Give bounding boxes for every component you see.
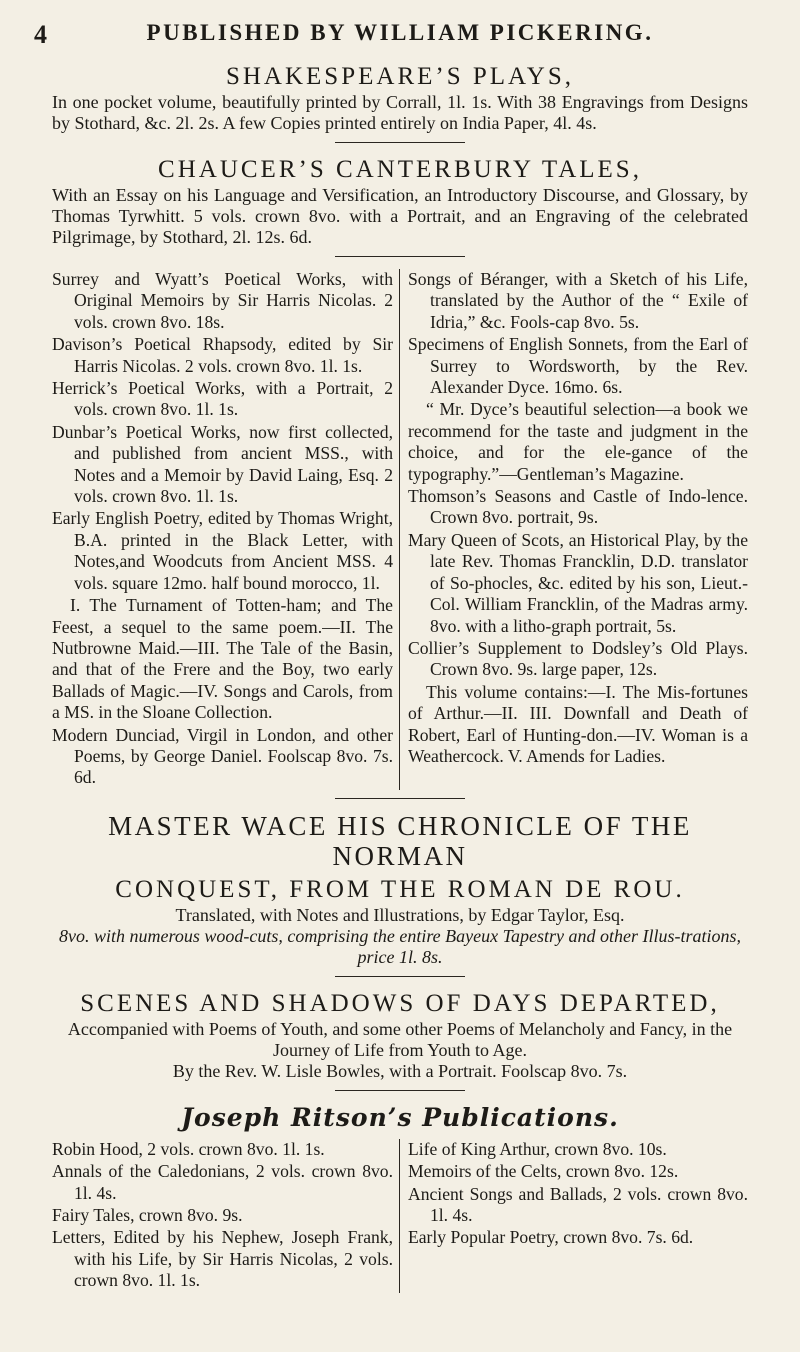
- wace-title-line-2: CONQUEST, FROM THE ROMAN DE ROU.: [115, 875, 685, 903]
- divider: [335, 976, 465, 977]
- list-item: Herrick’s Poetical Works, with a Portrait, 2 vols. crown 8vo. 1l. 1s.: [52, 378, 393, 420]
- scenes-author: By the Rev. W. Lisle Bowles, with a Portrait. Foolscap 8vo. 7s.: [172, 1060, 628, 1081]
- list-item: Specimens of English Sonnets, from the Earl of Surrey to Wordsworth, by the Rev. Alexander Dyce. 16mo. 6s.: [408, 334, 748, 398]
- chaucer-title: CHAUCER’S CANTERBURY TALES,: [158, 156, 642, 183]
- page-number: 4: [34, 20, 47, 49]
- list-item: Early Popular Poetry, crown 8vo. 7s. 6d.: [408, 1227, 694, 1248]
- list-item: Collier’s Supplement to Dodsley’s Old Plays. Crown 8vo. 9s. large paper, 12s.: [408, 637, 748, 680]
- ritson-listing: [52, 1139, 748, 1293]
- list-item: Dunbar’s Poetical Works, now first collected, and published from ancient MSS., with Notes and a Memoir by David Laing, Esq. 2 vols. crown 8vo. 1l. 1s.: [52, 421, 393, 507]
- list-item: Letters, Edited by his Nephew, Joseph Frank, with his Life, by Sir Harris Nicolas, 2 vols. crown 8vo. 1l. 1s.: [52, 1227, 393, 1291]
- list-item: Life of King Arthur, crown 8vo. 10s.: [408, 1138, 667, 1159]
- divider: [335, 142, 465, 143]
- wace-title-line-1: MASTER WACE HIS CHRONICLE OF THE NORMAN: [108, 810, 692, 871]
- right-column: [400, 1139, 748, 1293]
- scenes-title: SCENES AND SHADOWS OF DAYS DEPARTED,: [80, 989, 720, 1017]
- shakespeare-description: In one pocket volume, beautifully printed by Corrall, 1l. 1s. With 38 Engravings from Designs by Stothard, &c. 2l. 2s. A few Copies printed entirely on India Paper, 4l. 4s.: [52, 92, 748, 133]
- list-item: Thomson’s Seasons and Castle of Indo-lence. Crown 8vo. portrait, 9s.: [408, 486, 748, 528]
- ritson-title: Joseph Ritson’s Publications.: [181, 1102, 619, 1132]
- left-column: [52, 269, 400, 790]
- list-item: Robin Hood, 2 vols. crown 8vo. 1l. 1s.: [52, 1138, 325, 1159]
- list-item: Fairy Tales, crown 8vo. 9s.: [52, 1204, 243, 1225]
- scenes-description: Accompanied with Poems of Youth, and some other Poems of Melancholy and Fancy, in the Journey of Life from Youth to Age.: [67, 1018, 733, 1060]
- list-item: Mary Queen of Scots, an Historical Play, by the late Rev. Thomas Francklin, D.D. translator of So-phocles, &c. edited by his son, Lieut.-Col. William Francklin, of the Madras army. 8vo. with a litho-graph portrait, 5s.: [408, 529, 748, 636]
- review-quote: “ Mr. Dyce’s beautiful selection—a book we recommend for the taste and judgment in the choice, and for the ele-gance of the typography.”—Gentleman’s Magazine.: [408, 399, 748, 484]
- list-item: Davison’s Poetical Rhapsody, edited by Sir Harris Nicolas. 2 vols. crown 8vo. 1l. 1s.: [52, 334, 393, 376]
- divider: [335, 256, 465, 257]
- chaucer-description: With an Essay on his Language and Versification, an Introductory Discourse, and Glossary, by Thomas Tyrwhitt. 5 vols. crown 8vo. with a Portrait, and an Engraving of the celebrated Pilgrimage, by Stothard, 2l. 12s. 6d.: [52, 185, 748, 247]
- list-item: Ancient Songs and Ballads, 2 vols. crown 8vo. 1l. 4s.: [408, 1183, 748, 1225]
- wace-details: 8vo. with numerous wood-cuts, comprising the entire Bayeux Tapestry and other Illus-trations, price 1l. 8s.: [59, 925, 741, 967]
- list-item: Surrey and Wyatt’s Poetical Works, with Original Memoirs by Sir Harris Nicolas. 2 vols. crown 8vo. 18s.: [52, 269, 393, 332]
- contents-note: This volume contains:—I. The Mis-fortunes of Arthur.—II. III. Downfall and Death of Robert, Earl of Hunting-don.—IV. Woman is a Weathercock. V. Amends for Ladies.: [408, 681, 748, 766]
- shakespeare-title: SHAKESPEARE’S PLAYS,: [225, 63, 575, 90]
- list-item: Modern Dunciad, Virgil in London, and other Poems, by George Daniel. Foolscap 8vo. 7s. 6d.: [52, 724, 393, 788]
- list-item: Songs of Béranger, with a Sketch of his Life, translated by the Author of the “ Exile of Idria,” &c. Fools-cap 8vo. 5s.: [408, 269, 748, 332]
- running-head: [34, 18, 748, 58]
- list-item: Early English Poetry, edited by Thomas Wright, B.A. printed in the Black Letter, with Notes,and Woodcuts from Ancient MSS. 4 vols. square 12mo. half bound morocco, 1l.: [52, 508, 393, 593]
- right-column: [400, 269, 748, 790]
- contents-note: I. The Turnament of Totten-ham; and The Feest, a sequel to the same poem.—II. The Nutbrowne Maid.—III. The Tale of the Basin, and that of the Frere and the Boy, two early Ballads of Magic.—IV. Songs and Carols, from a MS. in the Sloane Collection.: [52, 595, 393, 723]
- header-title: PUBLISHED BY WILLIAM PICKERING.: [146, 20, 654, 45]
- list-item: Memoirs of the Celts, crown 8vo. 12s.: [408, 1161, 679, 1182]
- left-column: [52, 1139, 400, 1293]
- two-column-listing: [52, 269, 748, 790]
- divider: [335, 798, 465, 799]
- list-item: Annals of the Caledonians, 2 vols. crown 8vo. 1l. 4s.: [52, 1161, 393, 1203]
- wace-translator: Translated, with Notes and Illustrations, by Edgar Taylor, Esq.: [175, 904, 625, 925]
- divider: [335, 1090, 465, 1091]
